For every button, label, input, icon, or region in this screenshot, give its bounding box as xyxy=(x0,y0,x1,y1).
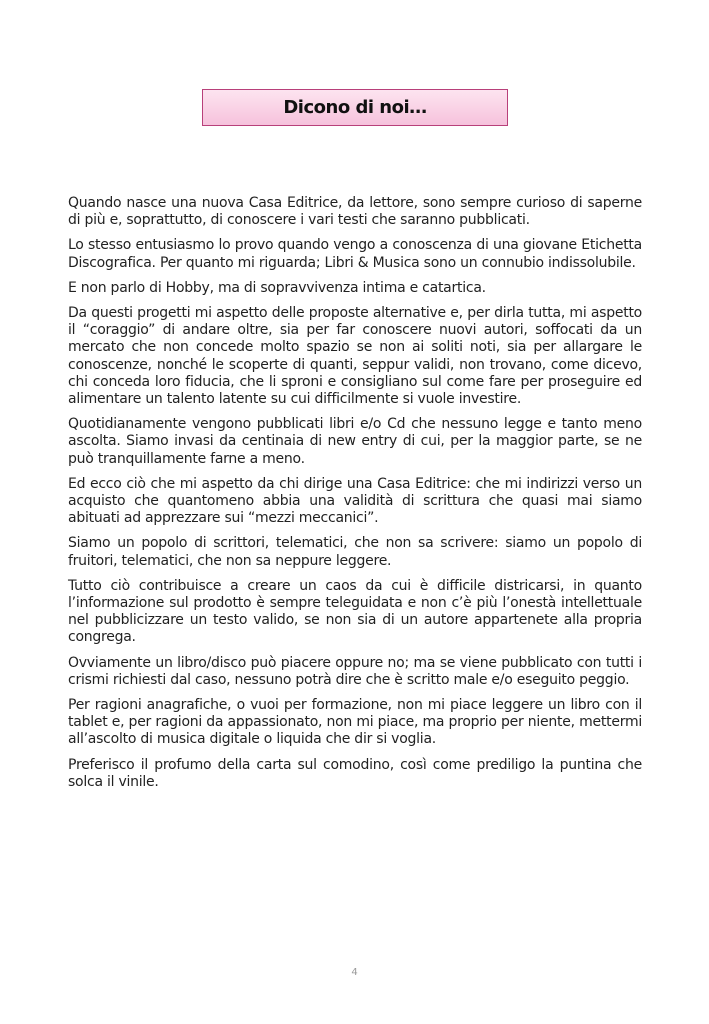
page-number: 4 xyxy=(351,967,358,978)
paragraph: Ed ecco ciò che mi aspetto da chi dirige una Casa Editrice: che mi indirizzi verso un acquisto che quantomeno abbia una validità di scrittura che quasi mai siamo abituati ad apprezzare sui “mezzi meccanici”. xyxy=(68,475,642,527)
paragraph: E non parlo di Hobby, ma di sopravvivenza intima e catartica. xyxy=(68,279,486,296)
paragraph: Per ragioni anagrafiche, o vuoi per formazione, non mi piace leggere un libro con il tablet e, per ragioni da appassionato, non mi piace, ma proprio per niente, mettermi all’ascolto di musica digitale o liquida che dir si voglia. xyxy=(68,697,642,748)
page-title: Dicono di noi… xyxy=(283,97,427,118)
paragraph: Da questi progetti mi aspetto delle proposte alternative e, per dirla tutta, mi aspetto il “coraggio” di andare oltre, sia per far conoscere nuovi autori, soffocati da un mercato che non concede molto spazio se non ai soliti noti, sia per allargare le conoscenze, nonché le scoperte di quanti, seppur validi, non trovano, come dicevo, chi conceda loro fiducia, che li sproni e consigliano sul come fare per proseguire ed alimentare un talento latente su cui difficilmente si vuole investire. xyxy=(68,305,642,408)
paragraph: Preferisco il profumo della carta sul comodino, così come prediligo la puntina che solca il vinile. xyxy=(68,756,642,790)
paragraph: Ovviamente un libro/disco può piacere oppure no; ma se viene pubblicato con tutti i crismi richiesti dal caso, nessuno potrà dire che è scritto male e/o eseguito peggio. xyxy=(68,654,642,688)
title-banner xyxy=(202,89,508,126)
article-body xyxy=(68,195,642,799)
paragraph: Tutto ciò contribuisce a creare un caos da cui è difficile districarsi, in quanto l’informazione sul prodotto è sempre teleguidata e non c’è più l’onestà intellettuale nel pubblicizzare un testo valido, se non sia di un autore appartenete alla propria congrega. xyxy=(68,577,642,646)
paragraph: Quotidianamente vengono pubblicati libri e/o Cd che nessuno legge e tanto meno ascolta. Siamo invasi da centinaia di new entry di cui, per la maggior parte, se ne può tranquillamente farne a meno. xyxy=(68,416,642,467)
paragraph: Quando nasce una nuova Casa Editrice, da lettore, sono sempre curioso di saperne di più e, soprattutto, di conoscere i vari testi che saranno pubblicati. xyxy=(68,195,642,229)
paragraph: Lo stesso entusiasmo lo provo quando vengo a conoscenza di una giovane Etichetta Discografica. Per quanto mi riguarda; Libri & Musica sono un connubio indissolubile. xyxy=(68,237,642,271)
paragraph: Siamo un popolo di scrittori, telematici, che non sa scrivere: siamo un popolo di fruitori, telematici, che non sa neppure leggere. xyxy=(68,535,642,569)
